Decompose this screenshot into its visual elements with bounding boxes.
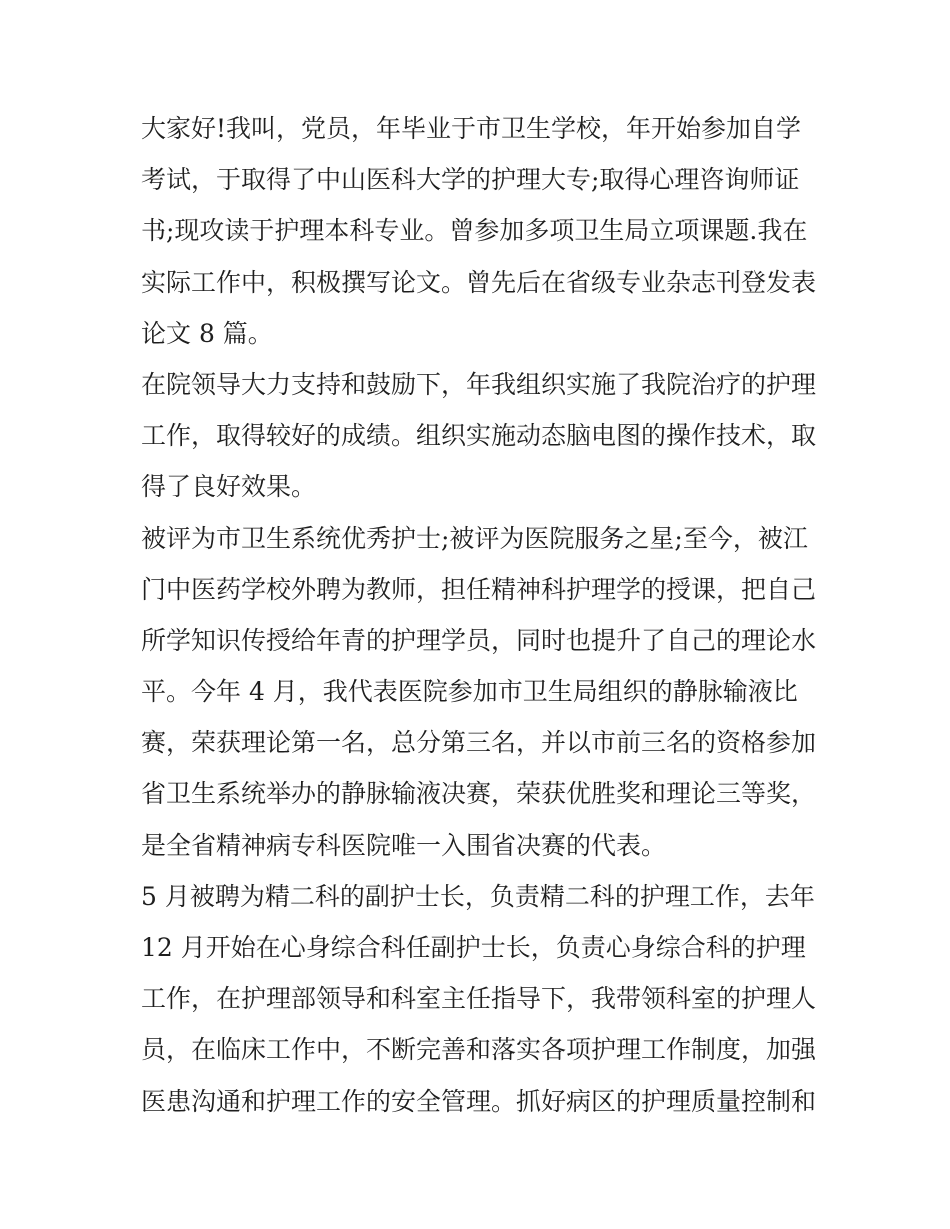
paragraph-4 [141,871,821,1127]
text-line: 考试，于取得了中山医科大学的护理大专;取得心理咨询师证 [141,165,800,195]
paragraph-1 [141,103,821,359]
text-line: 所学知识传授给年青的护理学员，同时也提升了自己的理论水 [141,625,817,655]
text-line: 省卫生系统举办的静脉输液决赛，荣获优胜奖和理论三等奖， [141,779,817,809]
text-line: 员，在临床工作中，不断完善和落实各项护理工作制度，加强 [141,1035,817,1065]
text-line: 赛，荣获理论第一名，总分第三名，并以市前三名的资格参加 [141,728,817,758]
text-line: 门中医药学校外聘为教师，担任精神科护理学的授课，把自己 [141,574,817,604]
text-line: 工作，在护理部领导和科室主任指导下，我带领科室的护理人 [141,984,817,1014]
document-body [141,103,821,1127]
text-line: 医患沟通和护理工作的安全管理。抓好病区的护理质量控制和 [141,1086,817,1116]
text-line: 12 月开始在心身综合科任副护士长，负责心身综合科的护理 [141,933,806,962]
text-line: 书;现攻读于护理本科专业。曾参加多项卫生局立项课题.我在 [141,216,808,246]
text-line: 论文 8 篇。 [141,318,273,348]
text-line: 大家好!我叫，党员，年毕业于市卫生学校，年开始参加自学 [141,114,802,143]
text-line: 是全省精神病专科医院唯一入围省决赛的代表。 [141,830,667,860]
text-line: 5 月被聘为精二科的副护士长，负责精二科的护理工作，去年 [141,881,815,911]
text-line: 实际工作中，积极撰写论文。曾先后在省级专业杂志刊登发表 [141,267,817,297]
text-line: 在院领导大力支持和鼓励下，年我组织实施了我院治疗的护理 [141,369,817,399]
paragraph-2 [141,359,821,513]
text-line: 被评为市卫生系统优秀护士;被评为医院服务之星;至今，被江 [141,523,808,553]
text-line: 平。今年 4 月，我代表医院参加市卫生局组织的静脉输液比 [141,677,798,707]
text-line: 工作，取得较好的成绩。组织实施动态脑电图的操作技术，取 [141,421,817,451]
text-line: 得了良好效果。 [141,472,317,502]
paragraph-3 [141,513,821,871]
